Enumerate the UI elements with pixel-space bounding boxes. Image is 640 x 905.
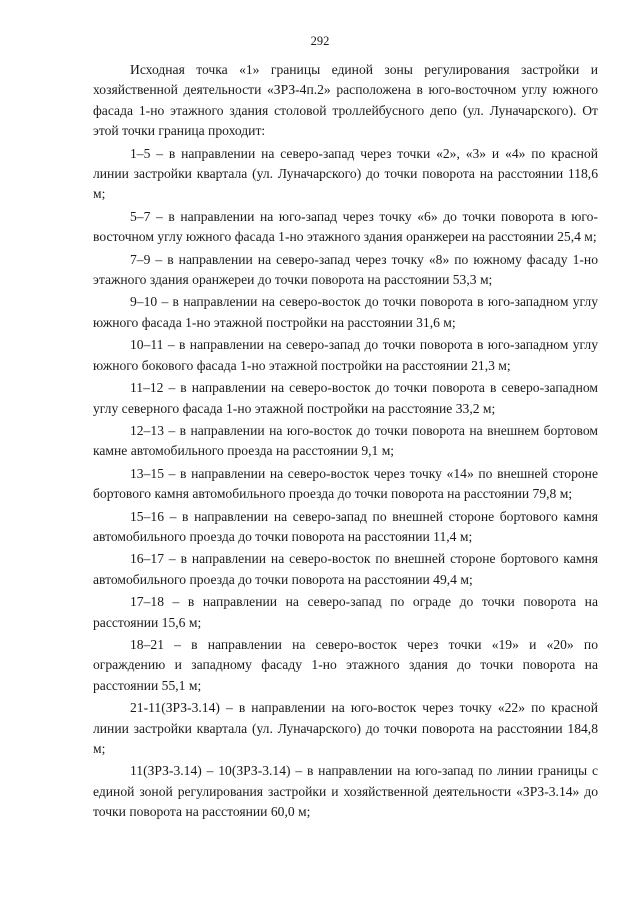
boundary-segment-7-9: 7–9 – в направлении на северо-запад через точку «8» по южному фасаду 1-но этажного здания оранжереи до точки поворота на расстоянии 53,3 м; [93, 251, 598, 288]
boundary-segment-13-15: 13–15 – в направлении на северо-восток через точку «14» по внешней стороне бортового камня автомобильного проезда до точки поворота на расстоянии 79,8 м; [93, 465, 598, 502]
page-number: 292 [310, 34, 330, 48]
document-body [93, 60, 598, 825]
boundary-segment-10-11: 10–11 – в направлении на северо-запад до точки поворота в юго-западном углу южного бокового фасада 1-но этажной постройки на расстоянии 21,3 м; [93, 337, 598, 373]
boundary-segment-12-13: 12–13 – в направлении на юго-восток до точки поворота на внешнем бортовом камне автомобильного проезда на расстоянии 9,1 м; [93, 422, 598, 459]
boundary-segment-5-7: 5–7 – в направлении на юго-запад через точку «6» до точки поворота в юго-восточном углу южного фасада 1-но этажного здания оранжереи на расстоянии 25,4 м; [93, 208, 598, 245]
intro-paragraph: Исходная точка «1» границы единой зоны регулирования застройки и хозяйственной деятельности «ЗРЗ-4п.2» расположена в юго-восточном углу южного фасада 1-но этажного здания столовой троллейбусного депо (ул. Луначарского). От этой точки граница проходит: [93, 62, 598, 139]
boundary-segment-1-5: 1–5 – в направлении на северо-запад через точки «2», «3» и «4» по красной линии застройки квартала (ул. Луначарского) до точки поворота на расстоянии 118,6 м; [93, 145, 598, 202]
boundary-segment-21-11: 21-11(ЗРЗ-3.14) – в направлении на юго-восток через точку «22» по красной линии застройки квартала (ул. Луначарского) до точки поворота на расстоянии 184,8 м; [93, 700, 598, 756]
boundary-segment-16-17: 16–17 – в направлении на северо-восток по внешней стороне бортового камня автомобильного проезда до точки поворота на расстоянии 49,4 м; [93, 551, 598, 587]
boundary-segment-15-16: 15–16 – в направлении на северо-запад по внешней стороне бортового камня автомобильного проезда до точки поворота на расстоянии 11,4 м; [93, 508, 598, 544]
boundary-segment-11-12: 11–12 – в направлении на северо-восток до точки поворота в северо-западном углу северного фасада 1-но этажной постройки на расстояние 33,2 м; [93, 380, 598, 416]
boundary-segment-11-10: 11(ЗРЗ-3.14) – 10(ЗРЗ-3.14) – в направлении на юго-запад по линии границы с единой зоной регулирования застройки и хозяйственной деятельности «ЗРЗ-3.14» до точки поворота на расстоянии 60,0 м; [93, 763, 598, 820]
boundary-segment-18-21: 18–21 – в направлении на северо-восток через точки «19» и «20» по ограждению и западному фасаду 1-но этажного здания до точки поворота на расстоянии 55,1 м; [93, 636, 598, 693]
boundary-segment-17-18: 17–18 – в направлении на северо-запад по ограде до точки поворота на расстоянии 15,6 м; [93, 594, 598, 630]
boundary-segment-9-10: 9–10 – в направлении на северо-восток до точки поворота в юго-западном углу южного фасада 1-но этажной постройки на расстоянии 31,6 м; [93, 294, 598, 330]
